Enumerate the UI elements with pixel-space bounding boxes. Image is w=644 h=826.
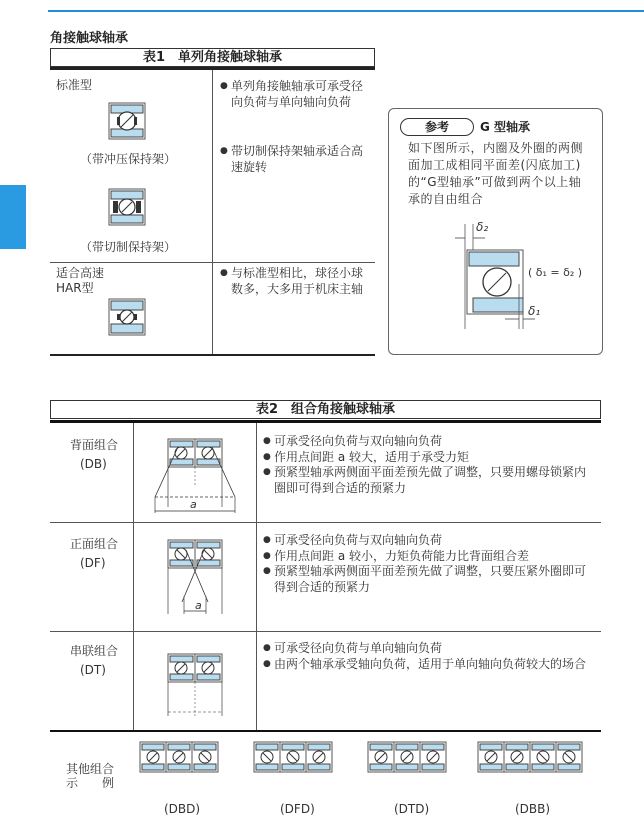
dfd-code: (DFD) xyxy=(280,802,315,816)
pressed-cage-bearing-icon xyxy=(108,102,146,140)
df-code: (DF) xyxy=(80,556,106,570)
delta2-label: δ₂ xyxy=(476,220,489,234)
dtd-code: (DTD) xyxy=(394,802,430,816)
note-item: ● 与标准型相比，球径小球数多，大多用于机床主轴 xyxy=(220,266,370,297)
delta1-label: δ₁ xyxy=(528,304,541,318)
section-side-tab xyxy=(0,185,26,249)
page-title: 角接触球轴承 xyxy=(50,31,129,46)
table1-notes-har xyxy=(220,266,370,297)
machined-cage-label: （带切制保持架） xyxy=(80,240,177,254)
machined-cage-bearing-icon xyxy=(108,188,146,226)
har-bearing-icon xyxy=(108,298,146,336)
note-item: ● 预紧型轴承两侧面平面差预先做了调整，只要压紧外圈即可得到合适的预紧力 xyxy=(263,564,593,595)
note-item: ● 可承受径向负荷与双向轴向负荷 xyxy=(263,533,593,549)
table1-notes-standard xyxy=(220,79,370,175)
table2-caption: 表2 组合角接触球轴承 xyxy=(50,400,601,419)
dbb-arrangement-diagram xyxy=(476,740,588,776)
table2-row-divider-1 xyxy=(50,522,601,523)
har-type-label: HAR型 xyxy=(56,281,94,295)
dfd-arrangement-diagram xyxy=(252,740,336,776)
reference-text: 如下图所示，内圈及外圈的两侧面加工成相同平面差(闪底加工)的“G型轴承”可做到两个以上轴承的自由组合 xyxy=(408,141,584,206)
db-code: (DB) xyxy=(80,457,107,471)
df-label: 正面组合 xyxy=(70,537,119,551)
note-item: ● 由两个轴承承受轴向负荷，适用于单向轴向负荷较大的场合 xyxy=(263,657,593,673)
other-label-line2: 示 例 xyxy=(66,776,115,790)
note-item: ● 作用点间距 a 较大，适用于承受力矩 xyxy=(263,450,593,466)
table1-caption: 表1 单列角接触球轴承 xyxy=(50,48,375,67)
table2-divider-right xyxy=(256,423,257,731)
reference-badge: 参考 xyxy=(400,118,474,136)
dt-label: 串联组合 xyxy=(70,644,119,658)
table2-divider-left xyxy=(133,423,134,731)
note-item: ● 单列角接触轴承可承受径向负荷与单向轴向负荷 xyxy=(220,79,370,110)
reference-title: G 型轴承 xyxy=(480,120,531,134)
dbb-code: (DBB) xyxy=(515,802,551,816)
table1-row-divider xyxy=(50,262,375,263)
standard-type-label: 标准型 xyxy=(56,78,93,92)
note-item: ● 可承受径向负荷与双向轴向负荷 xyxy=(263,434,593,450)
dbd-arrangement-diagram xyxy=(138,740,222,776)
dtd-arrangement-diagram xyxy=(366,740,450,776)
dbd-code: (DBD) xyxy=(164,802,201,816)
db-label: 背面组合 xyxy=(70,438,119,452)
delta-formula: ( δ₁ = δ₂ ) xyxy=(528,266,583,279)
table2-row-divider-2 xyxy=(50,631,601,632)
note-item: ● 可承受径向负荷与单向轴向负荷 xyxy=(263,641,593,657)
high-speed-label: 适合高速 xyxy=(56,266,105,280)
df-notes xyxy=(263,533,593,595)
table2-bottom-rule xyxy=(50,730,601,732)
db-notes xyxy=(263,434,593,496)
table1-col-divider xyxy=(212,70,213,354)
dt-arrangement-diagram xyxy=(150,650,240,718)
table1-bottom-rule xyxy=(50,354,375,356)
note-item: ● 作用点间距 a 较小，力矩负荷能力比背面组合差 xyxy=(263,549,593,565)
other-label-line1: 其他组合 xyxy=(66,762,115,776)
df-dim-label: a xyxy=(195,599,202,612)
note-item: ● 预紧型轴承两侧面平面差预先做了调整，只要用螺母锁紧内圈即可得到合适的预紧力 xyxy=(263,465,593,496)
note-item: ● 带切制保持架轴承适合高速旋转 xyxy=(220,144,370,175)
dt-code: (DT) xyxy=(80,663,106,677)
db-dim-label: a xyxy=(190,498,197,511)
dt-notes xyxy=(263,641,593,672)
top-rule xyxy=(48,10,644,12)
pressed-cage-label: （带冲压保持架） xyxy=(80,152,177,166)
